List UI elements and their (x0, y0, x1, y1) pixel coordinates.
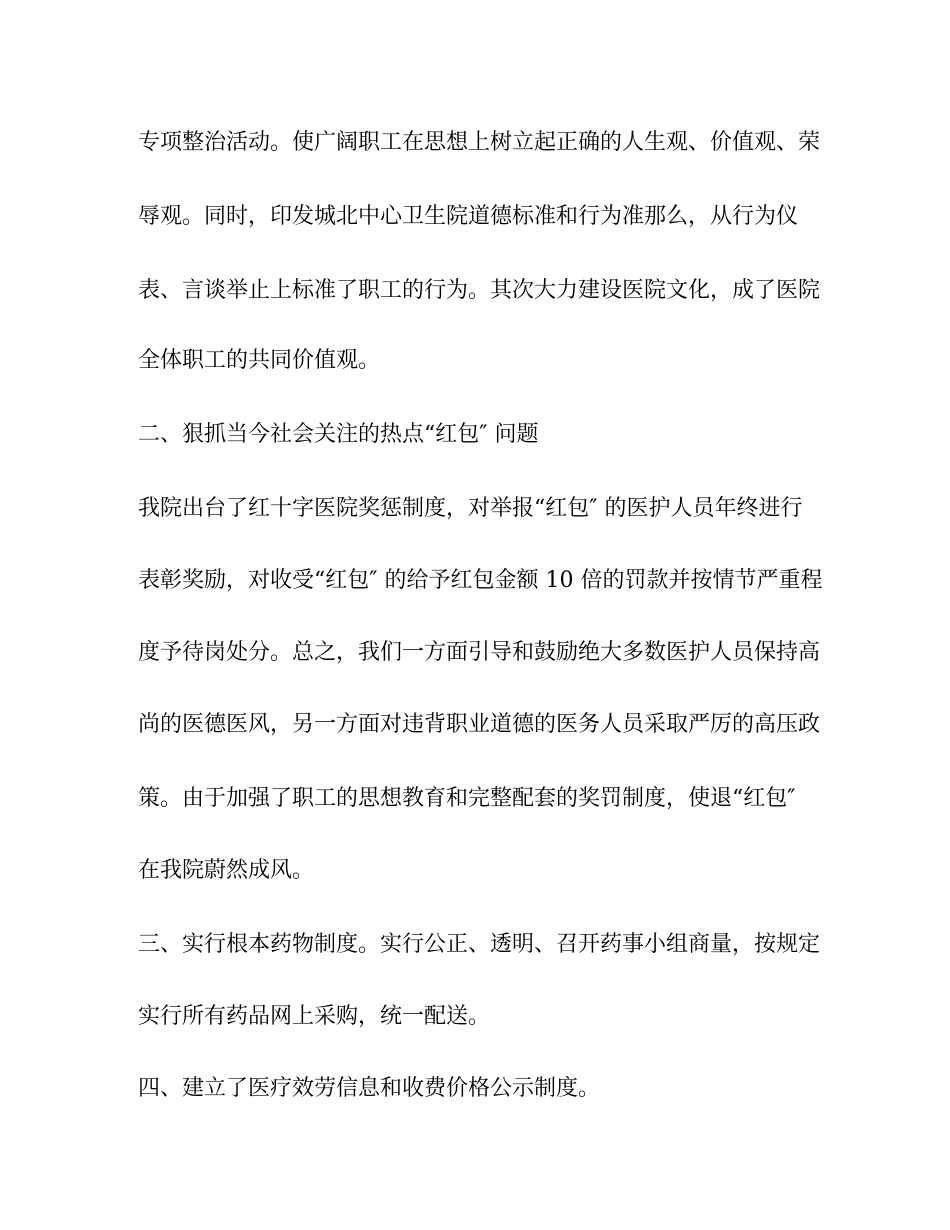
text-line: 全体职工的共同价值观。 (138, 348, 381, 373)
text-line: 实行所有药品网上采购，统一配送。 (138, 1004, 491, 1029)
text-line: 我院出台了红十字医院奖惩制度，对举报“红包″ 的医护人员年终进行 (138, 496, 803, 521)
text-line: 表彰奖励，对收受“红包″ 的给予红包金额 10 倍的罚款并按情节严重程 (138, 568, 823, 593)
text-line: 策。由于加强了职工的思想教育和完整配套的奖罚制度，使退“红包″ (138, 786, 796, 811)
section-heading: 三、实行根本药物制度。实行公正、透明、召开药事小组商量，按规定 (138, 932, 821, 957)
text-line: 在我院蔚然成风。 (138, 858, 315, 883)
text-line: 度予待岗处分。总之，我们一方面引导和鼓励绝大多数医护人员保持高 (138, 640, 821, 665)
text-line: 表、言谈举止上标准了职工的行为。其次大力建设医院文化，成了医院 (138, 278, 821, 303)
section-heading: 二、狠抓当今社会关注的热点“红包″ 问题 (138, 422, 539, 447)
text-line: 尚的医德医风，另一方面对违背职业道德的医务人员采取严厉的高压政 (138, 712, 821, 737)
section-heading: 四、建立了医疗效劳信息和收费价格公示制度。 (138, 1076, 601, 1101)
text-line: 专项整治活动。使广阔职工在思想上树立起正确的人生观、价值观、荣 (138, 130, 821, 155)
text-line: 辱观。同时，印发城北中心卫生院道德标准和行为准那么，从行为仪 (138, 204, 799, 229)
